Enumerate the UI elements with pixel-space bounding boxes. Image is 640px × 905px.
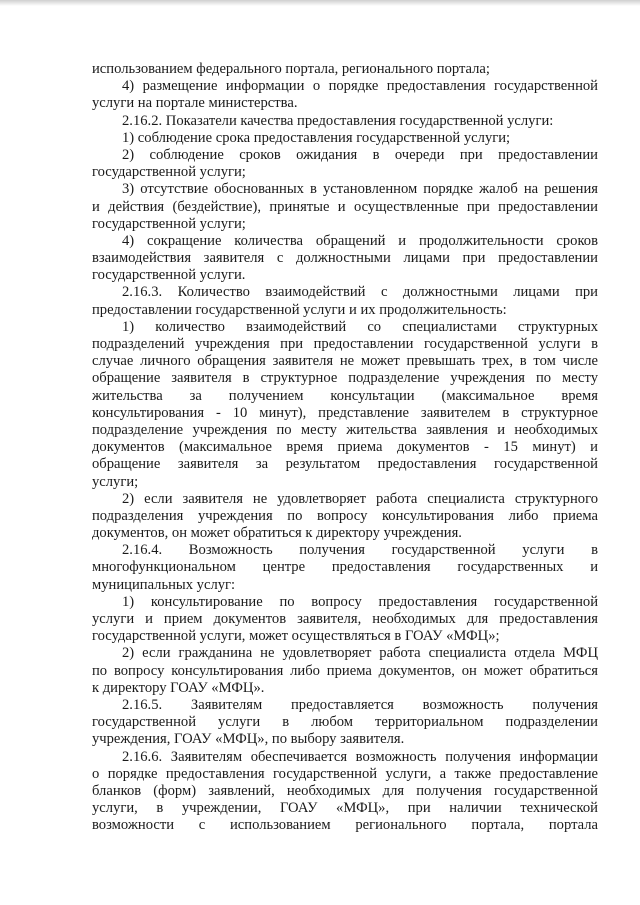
text-line: подразделений учреждения при предоставлении государственной услуги в xyxy=(92,336,598,352)
text-line: 1) количество взаимодействий со специалистами структурных xyxy=(122,318,598,335)
text-line: многофункциональном центре предоставления государственных и xyxy=(92,559,598,576)
text-line: учреждения, ГОАУ «МФЦ», по выбору заявителя. xyxy=(92,731,405,748)
text-line: услуги; xyxy=(92,473,139,490)
text-line: случае личного обращения заявителя не может превышать трех, в том числе xyxy=(92,353,598,370)
text-line: 2) если гражданина не удовлетворяет работа специалиста отдела МФЦ xyxy=(122,645,598,662)
text-line: 2) соблюдение сроков ожидания в очереди при предоставлении xyxy=(122,146,598,163)
text-line: муниципальных услуг: xyxy=(92,576,236,593)
text-line: 2.16.3. Количество взаимодействий с должностными лицами при xyxy=(122,284,598,301)
text-line: и действия (бездействие), принятые и осуществленные при предоставлении xyxy=(92,198,598,215)
document-body xyxy=(92,61,598,834)
text-line: государственной услуги; xyxy=(92,164,246,181)
text-line: 4) сокращение количества обращений и продолжительности сроков xyxy=(122,232,598,249)
text-line: использованием федерального портала, регионального портала; xyxy=(92,61,490,77)
text-line: документов, он может обратиться к директору учреждения. xyxy=(92,525,462,542)
text-line: государственной услуги. xyxy=(92,267,246,284)
text-line: услуги на портале министерства. xyxy=(92,95,298,112)
text-line: государственной услуги; xyxy=(92,215,246,232)
text-line: возможности с использованием регионального портала, портала xyxy=(92,817,598,834)
text-line: обращение заявителя в структурное подразделение учреждения по месту xyxy=(92,370,598,387)
text-line: предоставлении государственной услуги и их продолжительность: xyxy=(92,301,507,318)
text-line: к директору ГОАУ «МФЦ». xyxy=(92,679,265,696)
text-line: государственной услуги, может осуществляться в ГОАУ «МФЦ»; xyxy=(92,628,500,645)
text-line: консультирования - 10 минут), представление заявителем в структурное xyxy=(92,404,598,421)
scan-top-edge xyxy=(0,0,640,6)
text-line: 2.16.6. Заявителям обеспечивается возможность получения информации xyxy=(122,748,598,765)
text-line: 1) консультирование по вопросу предоставления государственной xyxy=(122,593,598,610)
text-line: документов (максимальное время приема документов - 15 минут) и xyxy=(92,439,598,456)
text-line: подразделение учреждения по месту жительства заявления и необходимых xyxy=(92,421,598,438)
text-line: о порядке предоставления государственной услуги, а также предоставление xyxy=(92,765,598,782)
text-line: по вопросу консультирования либо приема документов, он может обратиться xyxy=(92,662,598,679)
text-line: государственной услуги в любом территориальном подразделении xyxy=(92,714,598,731)
text-line: 1) соблюдение срока предоставления государственной услуги; xyxy=(122,129,511,146)
text-line: 3) отсутствие обоснованных в установленном порядке жалоб на решения xyxy=(122,181,598,198)
text-line: услуги и прием документов заявителя, необходимых для предоставления xyxy=(92,611,598,627)
text-line: 2.16.4. Возможность получения государственной услуги в xyxy=(122,542,598,559)
text-line: подразделения учреждения по вопросу консультирования либо приема xyxy=(92,507,598,524)
text-line: взаимодействия заявителя с должностными лицами при предоставлении xyxy=(92,250,598,267)
text-line: жительства за получением консультации (максимальное время xyxy=(92,387,598,404)
text-line: бланков (форм) заявлений, необходимых для получения государственной xyxy=(92,782,598,799)
text-line: услуги, в учреждении, ГОАУ «МФЦ», при наличии технической xyxy=(92,800,598,817)
text-line: 4) размещение информации о порядке предоставления государственной xyxy=(122,78,598,95)
text-line: 2.16.5. Заявителям предоставляется возможность получения xyxy=(122,696,598,713)
text-line: обращение заявителя за результатом предоставления государственной xyxy=(92,456,598,473)
text-line: 2) если заявителя не удовлетворяет работа специалиста структурного xyxy=(122,490,598,507)
text-line: 2.16.2. Показатели качества предоставления государственной услуги: xyxy=(122,112,554,129)
